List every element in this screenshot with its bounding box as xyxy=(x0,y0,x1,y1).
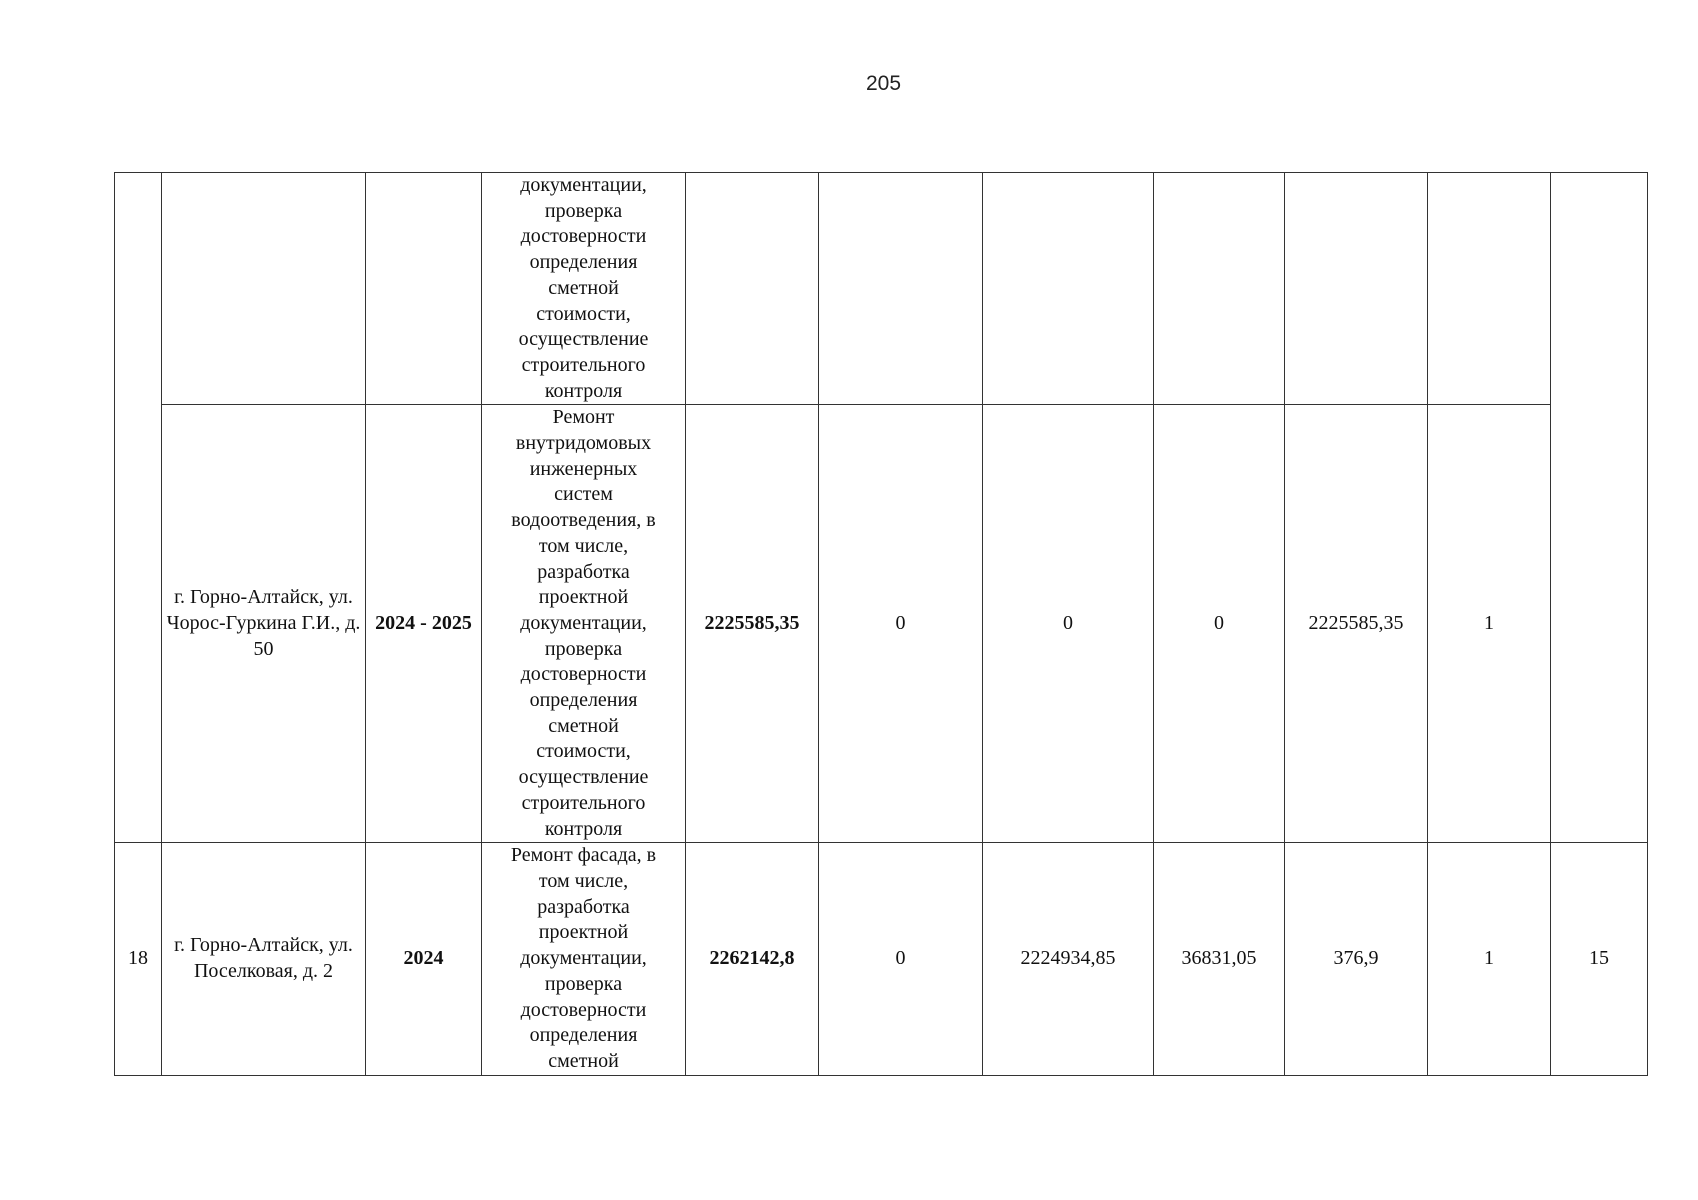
address-cell: г. Горно-Алтайск, ул. Чорос-Гуркина Г.И., д. 50 xyxy=(162,405,366,843)
address-cell xyxy=(162,173,366,405)
table-row xyxy=(115,405,1648,843)
work-description-cell: документации, проверка достоверности определения сметной стоимости, осуществление строительного контроля xyxy=(482,173,686,405)
value-cell xyxy=(1428,173,1551,405)
total-cost-cell xyxy=(686,173,819,405)
value-cell: 1 xyxy=(1428,843,1551,1075)
value-cell: 0 xyxy=(819,405,983,843)
value-cell: 376,9 xyxy=(1285,843,1428,1075)
value-cell: 36831,05 xyxy=(1154,843,1285,1075)
period-cell: 2024 - 2025 xyxy=(366,405,482,843)
value-cell: 0 xyxy=(819,843,983,1075)
value-cell: 1 xyxy=(1428,405,1551,843)
period-cell: 2024 xyxy=(366,843,482,1075)
period-cell xyxy=(366,173,482,405)
total-cost-cell: 2262142,8 xyxy=(686,843,819,1075)
value-cell xyxy=(1285,173,1428,405)
value-cell: 0 xyxy=(983,405,1154,843)
row-number-cell xyxy=(115,173,162,843)
value-cell: 2225585,35 xyxy=(1285,405,1428,843)
value-cell: 2224934,85 xyxy=(983,843,1154,1075)
address-cell: г. Горно-Алтайск, ул. Поселковая, д. 2 xyxy=(162,843,366,1075)
empty-cell xyxy=(1551,173,1648,843)
value-cell xyxy=(983,173,1154,405)
page-number: 205 xyxy=(865,72,902,95)
work-description-cell: Ремонт фасада, в том числе, разработка проектной документации, проверка достоверности определения сметной xyxy=(482,843,686,1075)
value-cell: 0 xyxy=(1154,405,1285,843)
table-row xyxy=(115,173,1648,405)
table-row xyxy=(115,843,1648,1075)
register-table xyxy=(114,172,1648,1076)
work-description-cell: Ремонт внутридомовых инженерных систем водоотведения, в том числе, разработка проектной документации, проверка достоверности определения сметной стоимости, осуществление строительного контроля xyxy=(482,405,686,843)
value-cell xyxy=(819,173,983,405)
value-cell xyxy=(1154,173,1285,405)
row-number-cell: 18 xyxy=(115,843,162,1075)
value-cell: 15 xyxy=(1551,843,1648,1075)
total-cost-cell: 2225585,35 xyxy=(686,405,819,843)
